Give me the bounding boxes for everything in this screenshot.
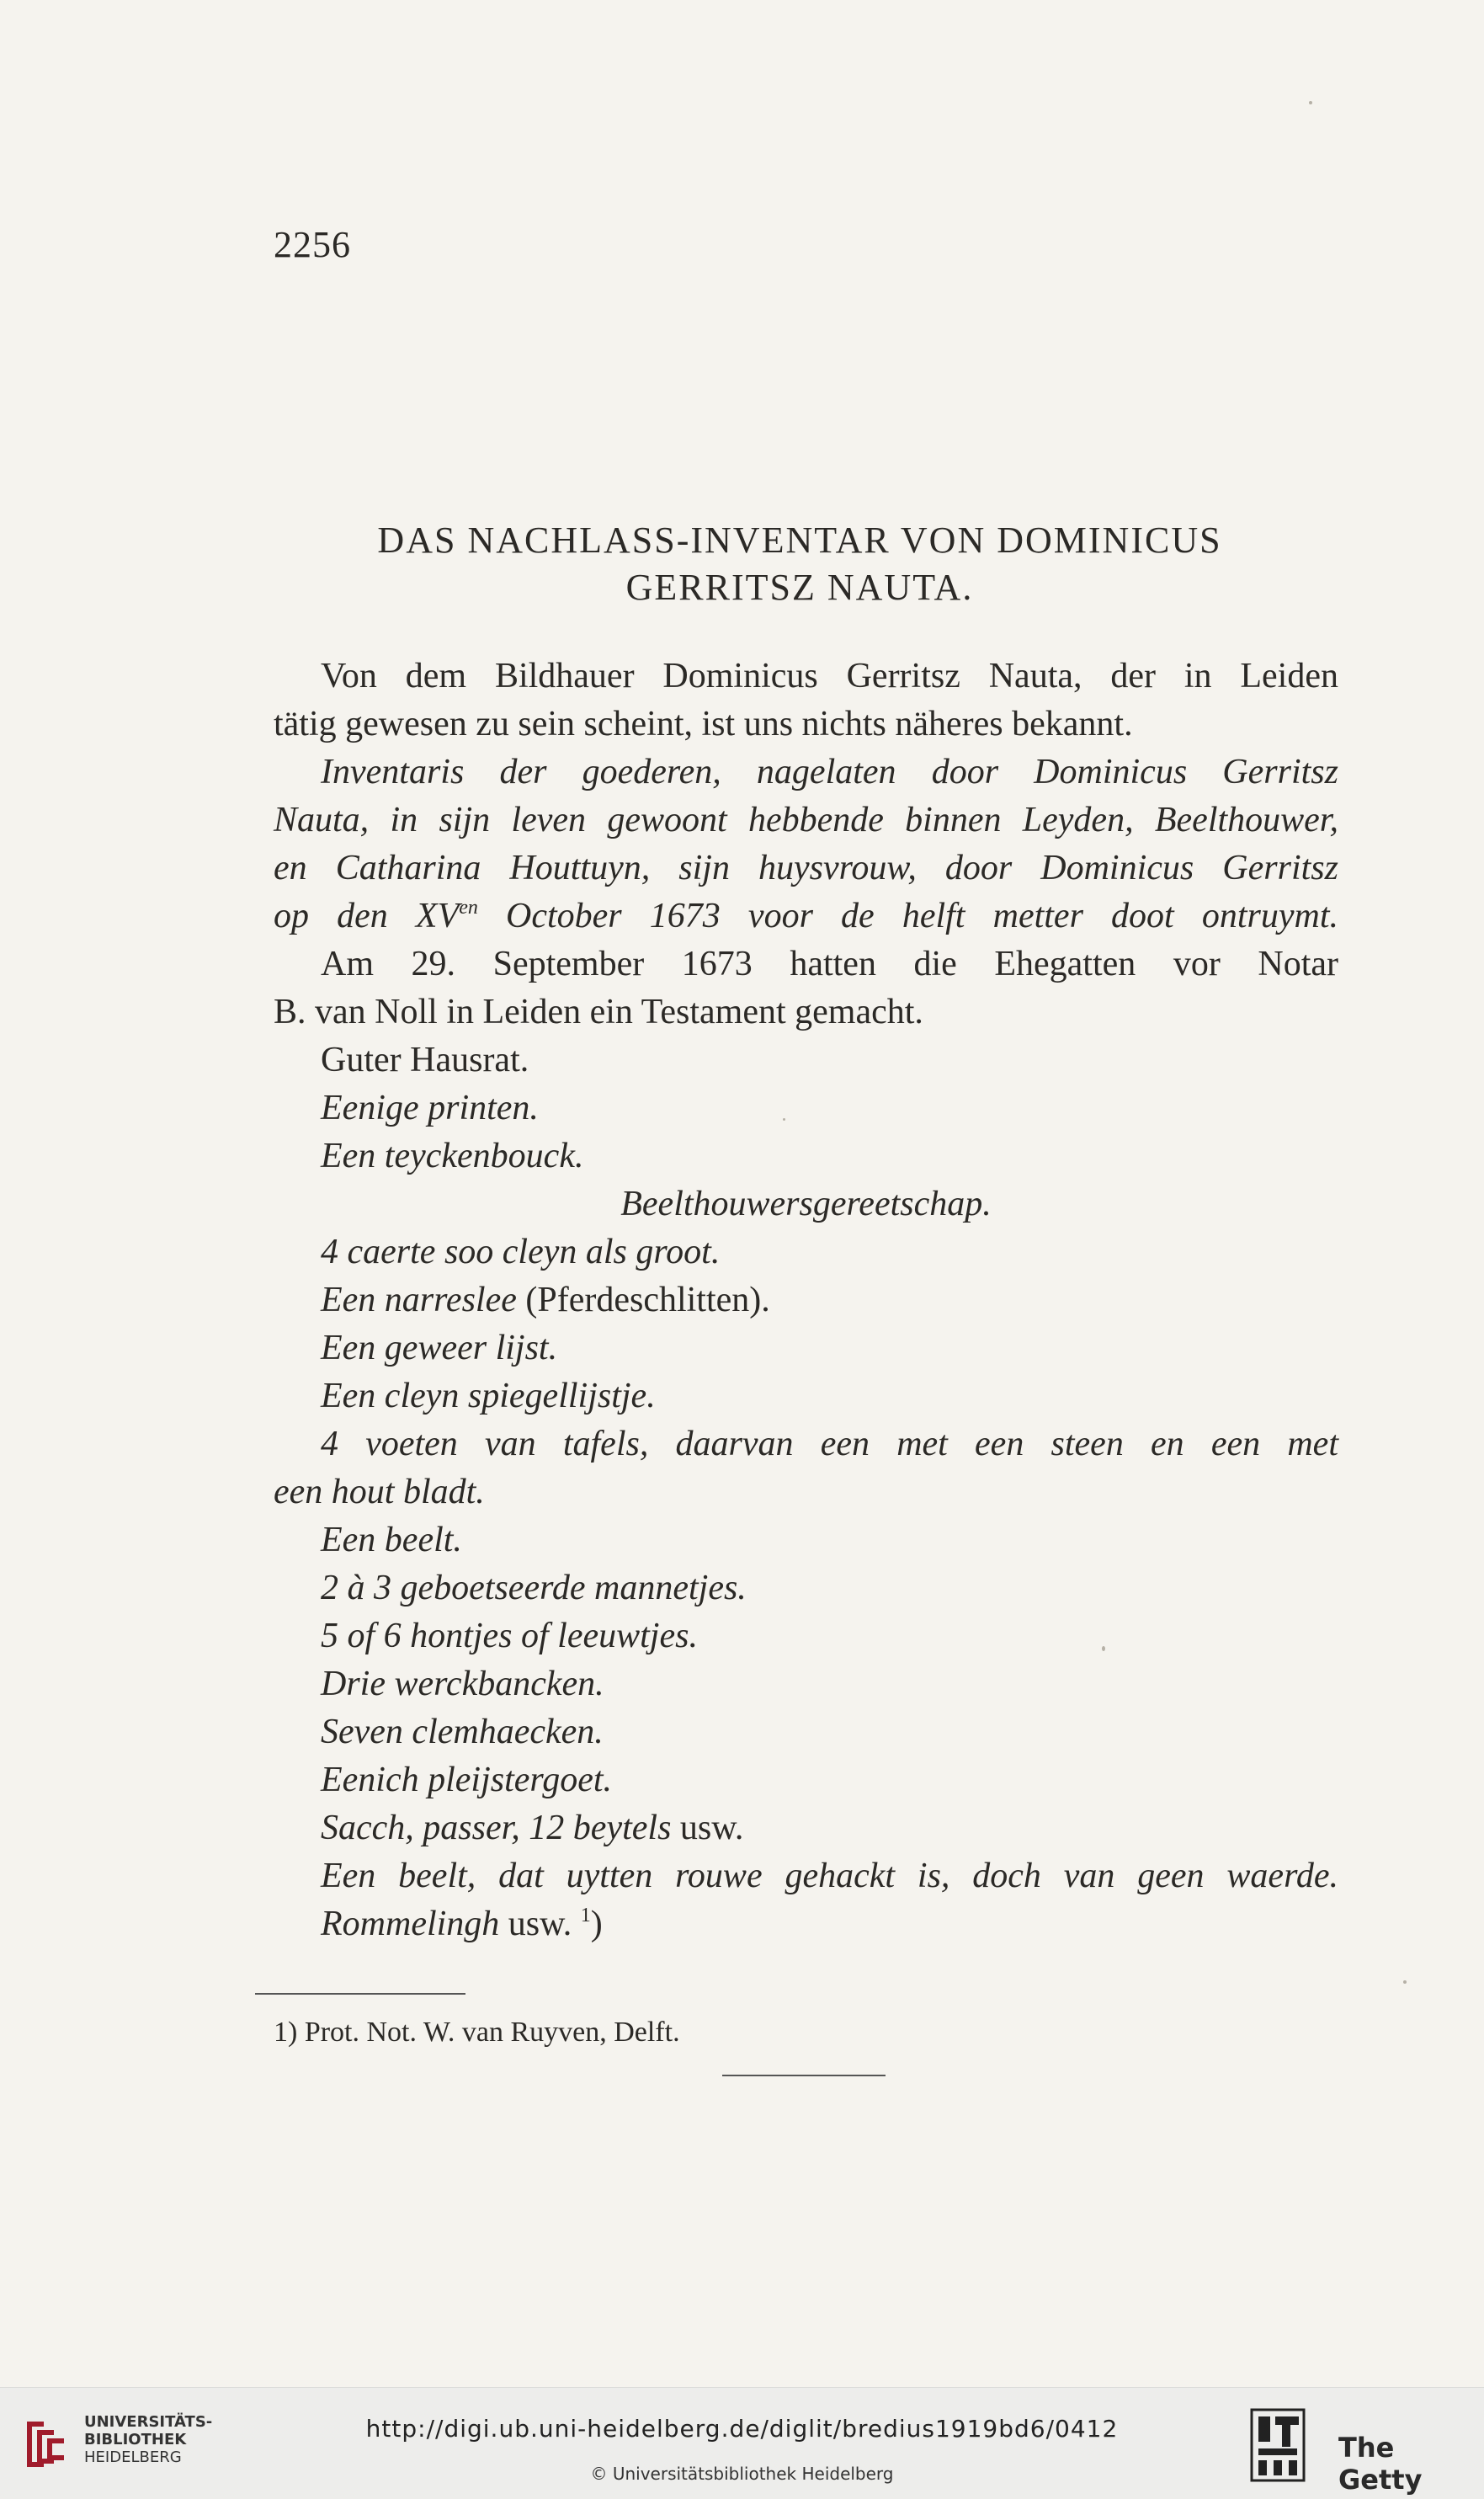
library-name-line: UNIVERSITÄTS- [84,2413,213,2431]
article-body [274,653,1338,1948]
list-item [274,1900,1338,1948]
list-item: Een beelt. [321,1521,462,1559]
item-text: Een narreslee [321,1281,517,1319]
item-gloss: (Pferdeschlitten). [516,1281,770,1319]
list-item [274,1804,1338,1852]
list-item: Eenige printen. [321,1089,539,1127]
page-number: 2256 [274,224,351,265]
list-item: Guter Hausrat. [321,1041,529,1079]
list-item: 2 à 3 geboetseerde mannetjes. [321,1569,747,1607]
list-item: 4 voeten van tafels, daarvan een met een steen en een met [321,1425,1338,1463]
footnote-mark-close: ) [590,1905,603,1943]
list-item: Drie werckbancken. [321,1665,604,1703]
copyright: © Universitätsbibliothek Heidelberg [590,2464,894,2484]
title-line: DAS NACHLASS-INVENTAR VON DOMINICUS [377,520,1222,561]
inventory-date-rest: October 1673 voor de helft metter doot ontruymt. [477,897,1339,935]
inventory-heading-line [274,892,1338,940]
end-rule [722,2075,886,2076]
inventory-heading-line: Inventaris der goederen, nagelaten door Dominicus Gerritsz [321,753,1338,791]
list-item: 5 of 6 hontjes of leeuwtjes. [321,1617,698,1655]
list-item: Een geweer lijst. [321,1329,558,1367]
superscript: en [459,897,478,919]
list-item: Een teyckenbouck. [321,1137,584,1175]
item-text: Sacch, passer, 12 beytels [321,1809,672,1847]
paper-speck [1102,1646,1105,1651]
item-usw: usw. [671,1809,744,1847]
list-item: 4 caerte soo cleyn als groot. [321,1233,721,1271]
footnote: 1) Prot. Not. W. van Ruyven, Delft. [274,2017,680,2048]
list-item [274,1276,1338,1324]
intro-line: Von dem Bildhauer Dominicus Gerritsz Nauta, der in Leiden [321,657,1338,695]
list-item: Eenich pleijstergoet. [321,1761,613,1799]
testament-line: Am 29. September 1673 hatten die Ehegatten vor Notar [321,945,1338,983]
paper-speck [1403,1980,1407,1984]
partner-name: The Getty [1338,2432,1423,2496]
article-title [269,517,1330,611]
permalink-url[interactable]: http://digi.ub.uni-heidelberg.de/diglit/bredius1919bd6/0412 [365,2415,1119,2443]
library-name-line: HEIDELBERG [84,2448,182,2466]
item-usw: usw. [499,1905,581,1943]
paper-speck [1309,101,1312,104]
library-name-line: BIBLIOTHEK [84,2431,187,2448]
inventory-heading-line: Nauta, in sijn leven gewoont hebbende binnen Leyden, Beelthouwer, [274,801,1338,839]
list-item: Een cleyn spiegellijstje. [321,1377,656,1415]
paper-speck [783,1118,785,1121]
inventory-date: op den XV [274,897,460,935]
title-line: GERRITSZ NAUTA. [625,567,974,608]
getty-logo-icon [1248,2405,1307,2486]
list-item: Een beelt, dat uytten rouwe gehackt is, doch van geen waerde. [321,1857,1338,1895]
intro-line: tätig gewesen zu sein scheint, ist uns nichts näheres bekannt. [274,705,1133,743]
footnote-mark: 1 [580,1905,591,1926]
section-heading: Beelthouwersgereetschap. [620,1185,992,1223]
inventory-heading-line: en Catharina Houttuyn, sijn huysvrouw, door Dominicus Gerritsz [274,849,1338,887]
list-item: een hout bladt. [274,1473,485,1511]
footnote-rule [255,1993,465,1995]
item-text: Rommelingh [321,1905,500,1943]
list-item: Seven clemhaecken. [321,1713,604,1751]
testament-line: B. van Noll in Leiden ein Testament gemacht. [274,993,923,1031]
viewer-footer [0,2387,1484,2499]
